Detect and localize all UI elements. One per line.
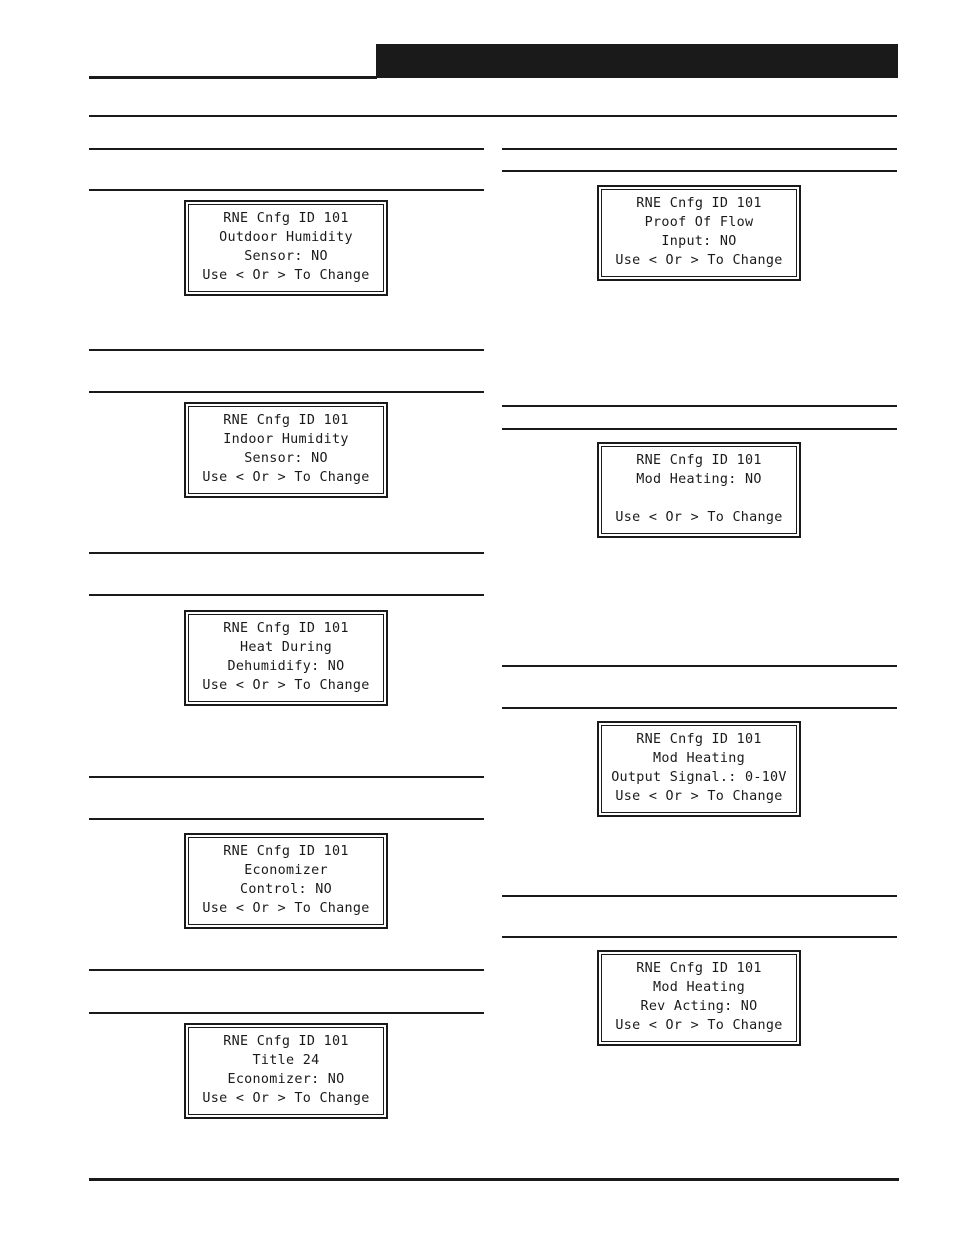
- lcd-line: RNE Cnfg ID 101: [223, 621, 349, 637]
- lcd-line: Mod Heating: [653, 980, 745, 996]
- lcd-line: Sensor: NO: [244, 249, 328, 264]
- header-rule: [89, 76, 377, 79]
- top-divider: [89, 115, 897, 117]
- section-rule: [502, 895, 897, 897]
- lcd-screen-mod-heating: [597, 442, 801, 538]
- lcd-screen-proof-of-flow: [597, 185, 801, 281]
- lcd-line: Use < Or > To Change: [615, 509, 783, 525]
- section-rule: [89, 776, 484, 778]
- lcd-line: Proof Of Flow: [644, 215, 754, 231]
- section-rule: [89, 552, 484, 554]
- lcd-line: Economizer: NO: [227, 1072, 345, 1087]
- section-rule: [502, 665, 897, 667]
- section-rule: [89, 349, 484, 351]
- lcd-line: Output Signal.: 0-10V: [611, 770, 787, 785]
- lcd-line: RNE Cnfg ID 101: [223, 413, 349, 429]
- section-rule: [502, 170, 897, 172]
- lcd-line: Control: NO: [240, 882, 332, 897]
- section-rule: [502, 707, 897, 709]
- section-rule: [502, 936, 897, 938]
- lcd-line: Input: NO: [661, 234, 737, 249]
- lcd-screen-title24-economizer: [184, 1023, 388, 1119]
- header-bar: [376, 44, 898, 78]
- lcd-screen-economizer-control: [184, 833, 388, 929]
- footer-rule: [89, 1178, 899, 1181]
- lcd-line: Outdoor Humidity: [219, 230, 353, 246]
- lcd-line: Use < Or > To Change: [615, 252, 783, 268]
- lcd-screen-outdoor-humidity: [184, 200, 388, 296]
- lcd-line: Use < Or > To Change: [202, 1090, 370, 1106]
- lcd-line: Use < Or > To Change: [202, 267, 370, 283]
- lcd-line: Indoor Humidity: [223, 432, 349, 448]
- lcd-line: Heat During: [240, 640, 332, 656]
- lcd-screen-heat-during-dehumidify: [184, 610, 388, 706]
- lcd-line: Economizer: [244, 863, 328, 879]
- lcd-line: Dehumidify: NO: [227, 659, 345, 674]
- lcd-line: Use < Or > To Change: [202, 677, 370, 693]
- lcd-line: Use < Or > To Change: [615, 1017, 783, 1033]
- lcd-screen-mod-heating-rev: [597, 950, 801, 1046]
- lcd-line: RNE Cnfg ID 101: [636, 732, 762, 748]
- section-rule: [89, 594, 484, 596]
- section-rule: [502, 148, 897, 150]
- lcd-line: Rev Acting: NO: [640, 999, 758, 1014]
- lcd-line: RNE Cnfg ID 101: [636, 196, 762, 212]
- lcd-line: Mod Heating: [653, 751, 745, 767]
- lcd-line: RNE Cnfg ID 101: [636, 961, 762, 977]
- section-rule: [502, 428, 897, 430]
- lcd-line: RNE Cnfg ID 101: [223, 844, 349, 860]
- lcd-line: RNE Cnfg ID 101: [636, 453, 762, 469]
- lcd-line: Mod Heating: NO: [636, 472, 762, 488]
- lcd-screen-indoor-humidity: [184, 402, 388, 498]
- lcd-line: RNE Cnfg ID 101: [223, 1034, 349, 1050]
- section-rule: [502, 405, 897, 407]
- lcd-line: RNE Cnfg ID 101: [223, 211, 349, 227]
- lcd-line: Sensor: NO: [244, 451, 328, 466]
- section-rule: [89, 189, 484, 191]
- section-rule: [89, 1012, 484, 1014]
- section-rule: [89, 818, 484, 820]
- lcd-screen-mod-heating-output: [597, 721, 801, 817]
- section-rule: [89, 391, 484, 393]
- lcd-line: Use < Or > To Change: [202, 900, 370, 916]
- lcd-line: Use < Or > To Change: [615, 788, 783, 804]
- lcd-line: Title 24: [252, 1053, 320, 1069]
- section-rule: [89, 148, 484, 150]
- section-rule: [89, 969, 484, 971]
- lcd-line: Use < Or > To Change: [202, 469, 370, 485]
